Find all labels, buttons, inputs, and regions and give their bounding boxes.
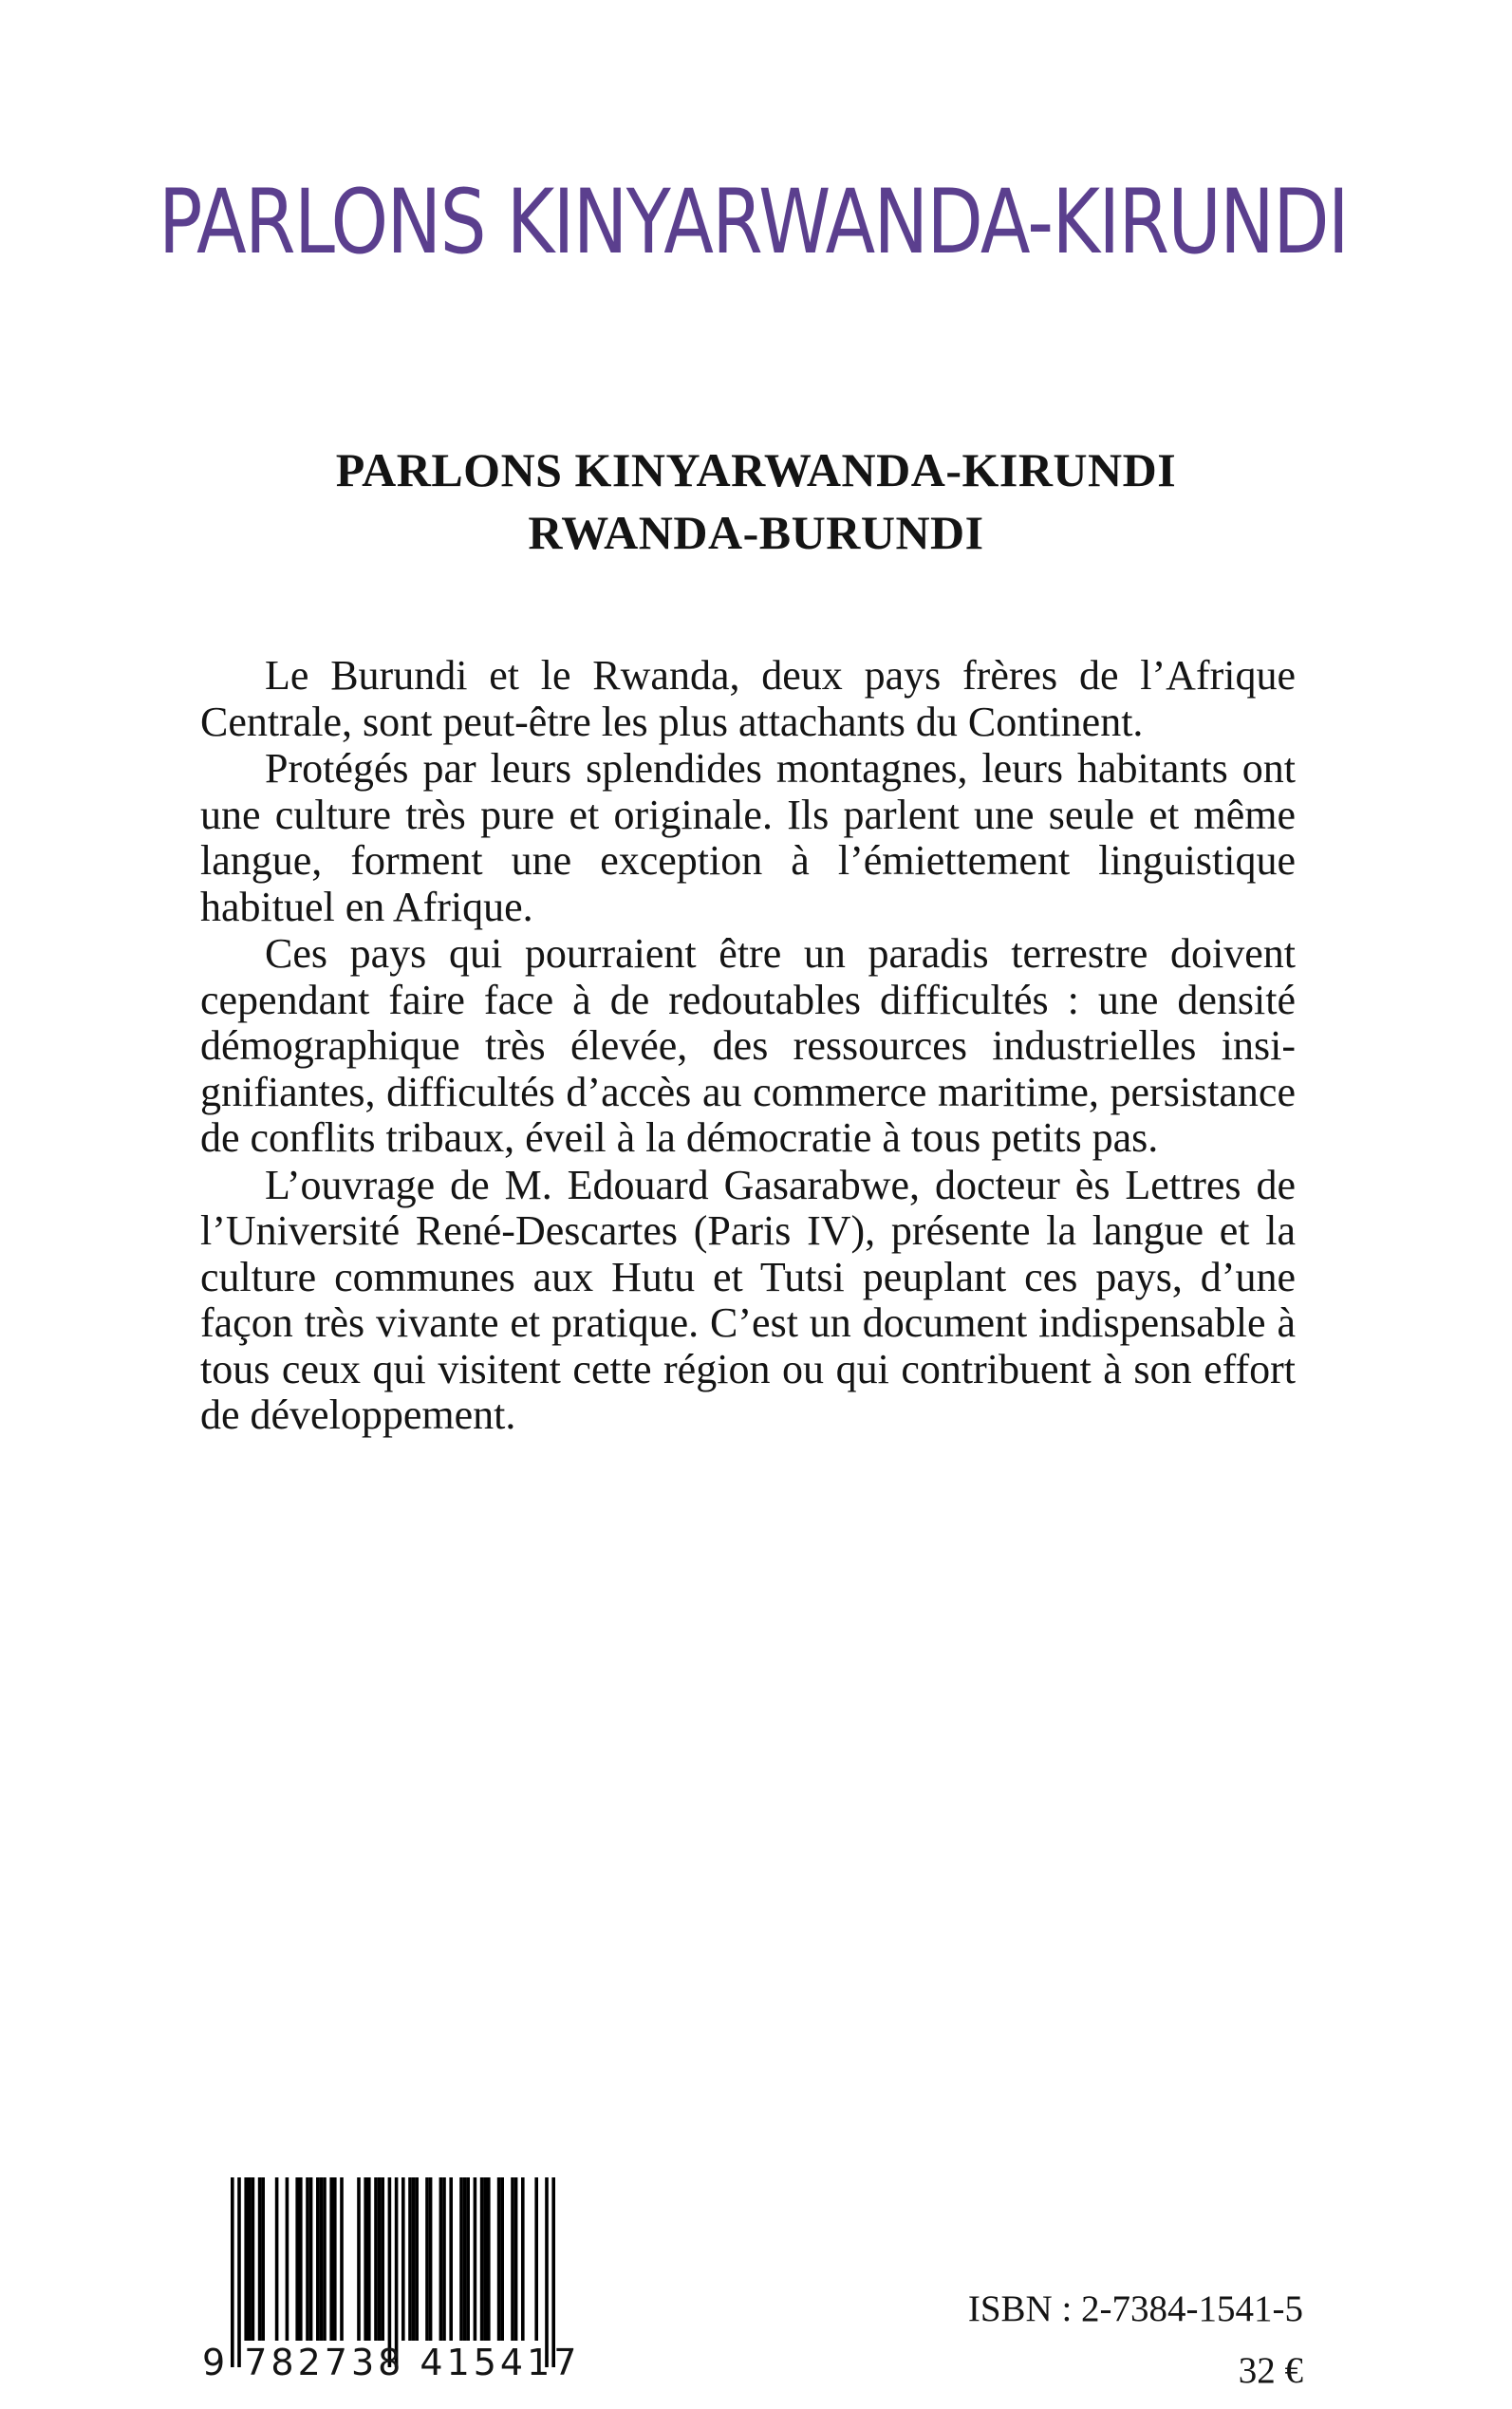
barcode-bar [275,2177,279,2341]
logo-title: PARLONS KINYARWANDA-KIRUNDI [159,171,1348,274]
barcode-bar [295,2177,299,2341]
barcode-bar [545,2177,549,2367]
barcode-bar [378,2177,382,2341]
barcode-bar [459,2177,463,2341]
barcode-bar [511,2177,514,2341]
barcode-bar [320,2177,324,2341]
barcode-bar [286,2177,289,2341]
barcode-bar [401,2177,405,2341]
barcode-bar [340,2177,344,2341]
barcode-bar [252,2177,255,2341]
barcode-bar [449,2177,453,2341]
barcode-bar [429,2177,433,2341]
barcode-bar [480,2177,484,2341]
barcode-bar [367,2177,371,2341]
barcode-bar [442,2177,446,2341]
barcode-bar [329,2177,333,2341]
barcode-bar [231,2177,234,2367]
barcode-bar [474,2177,477,2341]
barcode-bar [381,2177,384,2341]
barcode-bar [439,2177,443,2341]
barcode-bar [299,2177,303,2341]
barcode-bar [248,2177,252,2341]
paragraph: L’ouvrage de M. Edouard Gasarabwe, docteur ès Lettres de l’Université René-Descartes (Paris IV), présente la langue et la culture communes aux Hutu et Tutsi peuplant ces pays, d’une façon très vivante et pratique. C’est un document indispensable à tous ceux qui visitent cette région ou qui contribuent à son effort de développement. [200,1161,1296,1438]
book-title: PARLONS KINYARWANDA-KIRUNDI [335,443,1177,496]
barcode-bar [551,2177,555,2367]
barcode-bar [483,2177,487,2341]
barcode-bar [237,2177,241,2367]
paragraph: Protégés par leurs splendides montagnes, leurs habitants ont une culture très pure et originale. Ils parlent une seule et même langue, forment une exception à l’émiettement linguistique habituel en Afrique. [200,745,1296,930]
paragraph: Ces pays qui pourraient être un paradis terrestre doivent cependant faire face à de redoutables difficultés : une densité démographique très élevée, des ressources industrielles insignifiantes, difficultés d’accès au commerce maritime, persistance de conflits tribaux, éveil à la démocratie à tous petits pas. [200,930,1296,1161]
book-subtitle: RWANDA-BURUNDI [528,506,984,559]
barcode-bar [500,2177,504,2341]
barcode-bar [374,2177,378,2341]
barcode-bar [357,2177,361,2341]
barcode-bar [412,2177,416,2341]
barcode-bar [408,2177,412,2341]
barcode-bar [466,2177,470,2341]
isbn: ISBN : 2-7384-1541-5 [967,2288,1303,2329]
barcode-bar [497,2177,501,2341]
barcode-bar [521,2177,525,2341]
barcode-bar [534,2177,538,2341]
barcode-bar [425,2177,429,2341]
barcode-bar [306,2177,309,2341]
description-text [200,653,1296,1440]
barcode-bar [415,2177,419,2341]
barcode-bar [333,2177,337,2341]
barcode-digits: 9 782738 415417 [202,2342,581,2383]
barcode-bar [309,2177,313,2341]
barcode-bar [364,2177,367,2341]
price: 32 € [1238,2350,1303,2391]
barcode-bar [388,2177,392,2367]
barcode-bar [244,2177,248,2341]
barcode-bar [261,2177,265,2341]
barcode-bar [487,2177,491,2341]
barcode-bar [463,2177,467,2341]
paragraph: Le Burundi et le Rwanda, deux pays frères de l’Afrique Centrale, sont peut-être les plus attachants du Continent. [200,652,1296,745]
barcode-bar [395,2177,399,2367]
barcode-bar [316,2177,320,2341]
barcode-bar [514,2177,518,2341]
barcode-bar [323,2177,327,2341]
barcode-bar [258,2177,262,2341]
